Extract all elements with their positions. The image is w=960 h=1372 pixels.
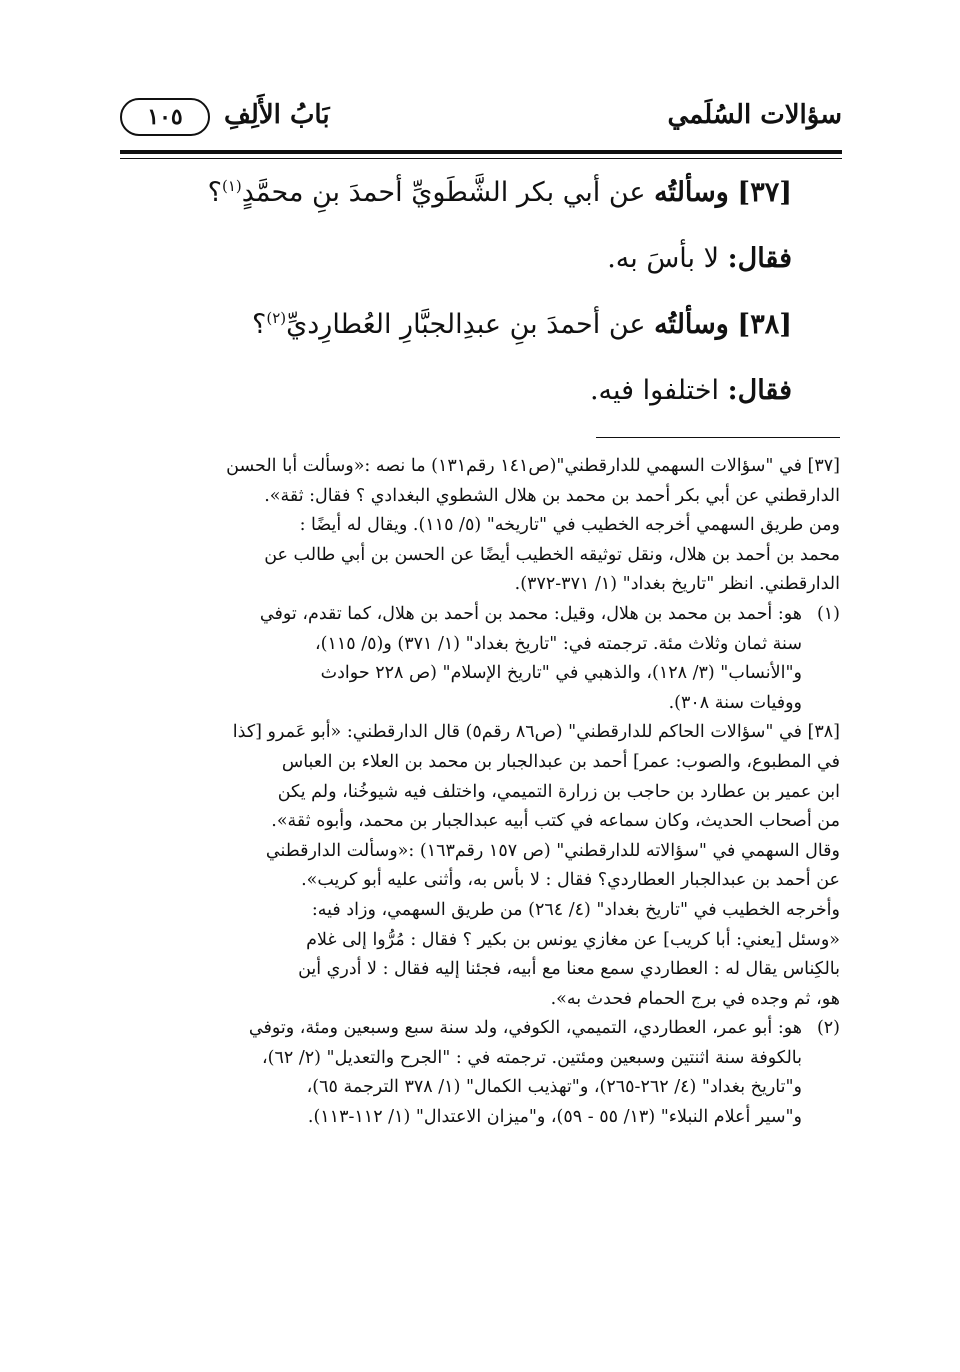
running-header xyxy=(120,96,842,148)
footnote-line: هو: أحمد بن محمد بن هلال، وقيل: محمد بن أحمد بن هلال، كما تقدم، توفي xyxy=(259,603,802,624)
footnote-line: ابن عمير بن عطارد بن حاجب بن زرارة التميمي، واختلف فيه شيوخُنا، ولم يكن xyxy=(277,781,840,802)
footnote-line: «وسئل [يعني: أبا كريب] عن مغازي يونس بن بكير ؟ فقال : مُرُّوا إلى غلام xyxy=(306,929,840,950)
footnote-line: [٣٧] في "سؤالات السهمي للدارقطني"(ص١٤١ رقم١٣١) ما نصه :«وسألت أبا الحسن xyxy=(226,456,840,476)
entry-number: [٣٧] xyxy=(737,177,792,208)
footnote-line: الدارقطني عن أبي بكر أحمد بن محمد بن هلال الشطوي البغدادي ؟ فقال: ثقة». xyxy=(264,485,840,506)
footnote-line: [٣٨] في "سؤالات الحاكم للدارقطني" (ص٨٦ رقم٥) قال الدارقطني: «أبو عَمرو [كذا xyxy=(232,722,840,743)
footnote-line: سنة ثمان وثلاث مئة. ترجمته في: "تاريخ بغداد" (١/ ٣٧١) و(٥/ ١١٥)، xyxy=(314,633,802,654)
entry-38-answer xyxy=(160,358,792,424)
footnote-line: و"الأنساب" (٣/ ١٢٨)، والذهبي في "تاريخ الإسلام" (ص ٢٢٨ حوادث xyxy=(320,663,802,684)
footnote-1 xyxy=(122,600,840,718)
header-rule-thick xyxy=(120,150,842,154)
main-text xyxy=(160,160,792,424)
footnote-line: وأخرجه الخطيب في "تاريخ بغداد" (٤/ ٢٦٤) من طريق السهمي، وزاد فيه: xyxy=(311,899,840,920)
footnote-37 xyxy=(122,452,840,600)
footnote-label: (١) xyxy=(816,603,840,624)
header-rule-thin xyxy=(120,158,842,159)
footnote-line: هو: أبو عمر، العطاردي، التميمي، الكوفي، ولد سنة سبع وسبعين ومئة، وتوفي xyxy=(248,1018,802,1039)
footnote-38 xyxy=(122,718,840,1014)
footnote-line: الدارقطني. انظر "تاريخ بغداد" (١/ ٣٧١-٣٧٢). xyxy=(514,574,840,595)
footnote-line: محمد بن أحمد بن هلال، ونقل توثيقه الخطيب أيضًا عن الحسن بن أبي طالب عن xyxy=(264,544,840,565)
footnote-separator xyxy=(596,437,840,438)
question-text: عن أحمدَ بنِ عبدِالجبَّارِ العُطارِديِّ xyxy=(286,309,655,340)
footnote-line: و"سير أعلام النبلاء" (١٣/ ٥٥ - ٥٩)، و"ميزان الاعتدال" (١/ ١١٢-١١٣). xyxy=(307,1107,802,1128)
footnote-line: في المطبوع، والصوب: عمر] أحمد بن عبدالجبار بن محمد بن العلاء بن العباس xyxy=(281,751,840,772)
footnote-line: هو، ثم وجده في برج الحمام فحدث به». xyxy=(550,988,840,1009)
entry-number: [٣٨] xyxy=(737,309,792,340)
footnote-line: بالكِناس يقال له : العطاردي سمع معنا مع أبيه، فجئنا إليه فقال : لا أدري أين xyxy=(298,959,840,980)
page-number: ١٠٥ xyxy=(120,98,210,136)
answer-label: فقال: xyxy=(727,375,792,406)
footnote-line: بالكوفة سنة اثنتين وسبعين ومئتين. ترجمته في : "الجرح والتعديل" (٢/ ٦٢)، xyxy=(261,1047,802,1068)
footnote-label: [٣٧] xyxy=(807,456,840,476)
question-end: ؟ xyxy=(207,177,222,208)
footnote-label: [٣٨] xyxy=(807,722,840,743)
footnote-marker: (١) xyxy=(221,177,242,195)
footnote-2 xyxy=(122,1014,840,1132)
footnote-line: وقال السهمي في "سؤالاته للدارقطني" (ص ١٥٧ رقم١٦٣) :«وسألت الدارقطني xyxy=(265,840,840,861)
footnote-line: من أصحاب الحديث، وكان سماعه في كتب أبيه عبدالجبار بن محمد، وأبوه ثقة». xyxy=(271,811,840,832)
footnote-marker: (٢) xyxy=(266,309,287,327)
entry-37-question xyxy=(160,160,792,226)
footnote-line: ومن طريق السهمي أخرجه الخطيب في "تاريخه" (٥/ ١١٥). ويقال له أيضًا : xyxy=(299,515,840,536)
question-lead: وسألتُه xyxy=(654,177,729,208)
footnote-line: عن أحمد بن عبدالجبار العطاردي؟ فقال : لا بأس به، وأثنى عليه أبو كريب». xyxy=(301,870,840,891)
entry-38-question xyxy=(160,292,792,358)
question-end: ؟ xyxy=(252,309,267,340)
answer-text: اختلفوا فيه. xyxy=(589,375,728,406)
footnote-label: (٢) xyxy=(816,1018,840,1039)
answer-label: فقال: xyxy=(727,243,792,274)
question-text: عن أبي بكر الشَّطَويِّ أحمدَ بنِ محمَّدٍ xyxy=(241,177,655,208)
entry-37-answer xyxy=(160,226,792,292)
footnote-line: و"تاريخ بغداد" (٤/ ٢٦٢-٢٦٥)، و"تهذيب الكمال" (١/ ٣٧٨ الترجمة ٦٥)، xyxy=(306,1077,802,1098)
question-lead: وسألتُه xyxy=(654,309,729,340)
chapter-title: بَابُ الأَلِفِ xyxy=(224,100,330,130)
footnotes xyxy=(122,452,840,1133)
book-title: سؤالات السُلَمي xyxy=(667,100,842,130)
footnote-line: ووفيات سنة ٣٠٨). xyxy=(668,692,802,713)
answer-text: لا بأسَ به. xyxy=(607,243,728,274)
